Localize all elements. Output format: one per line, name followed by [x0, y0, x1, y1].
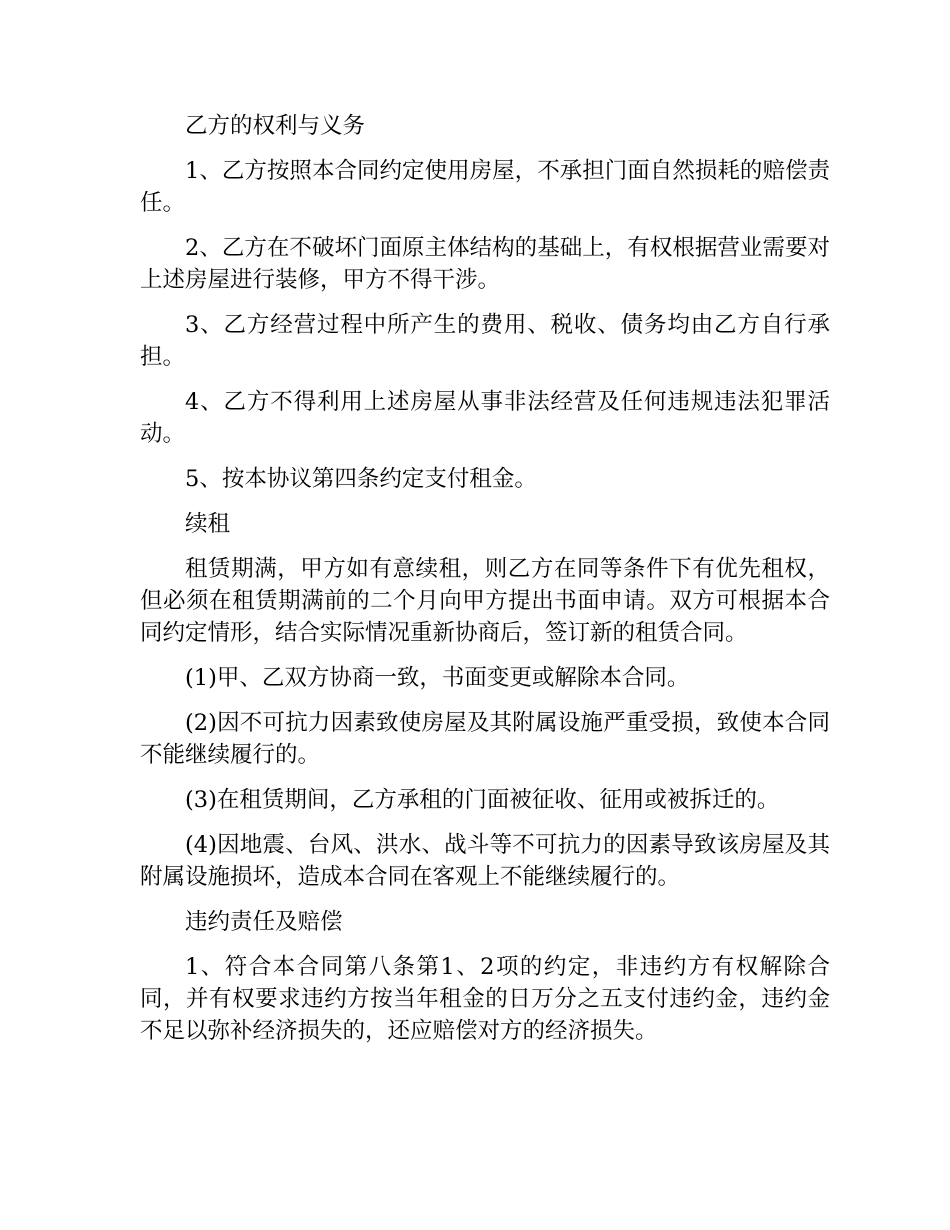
clause-paragraph: 2、乙方在不破坏门面原主体结构的基础上，有权根据营业需要对上述房屋进行装修，甲方不得干涉。 — [140, 235, 830, 293]
section-heading-renewal: 续租 — [185, 511, 231, 537]
list-item: (3)在租赁期间，乙方承租的门面被征收、征用或被拆迁的。 — [185, 787, 780, 813]
section-heading-liability: 违约责任及赔偿 — [185, 909, 343, 935]
clause-paragraph: 5、按本协议第四条约定支付租金。 — [185, 466, 537, 492]
list-item: (2)因不可抗力因素致使房屋及其附属设施严重受损，致使本合同不能继续履行的。 — [140, 710, 830, 768]
clause-paragraph: 3、乙方经营过程中所产生的费用、税收、债务均由乙方自行承担。 — [140, 312, 830, 370]
list-item: (1)甲、乙双方协商一致，书面变更或解除本合同。 — [185, 665, 690, 691]
clause-paragraph: 1、乙方按照本合同约定使用房屋，不承担门面自然损耗的赔偿责任。 — [140, 158, 830, 216]
list-item: (4)因地震、台风、洪水、战斗等不可抗力的因素导致该房屋及其附属设施损坏，造成本合同在客观上不能继续履行的。 — [140, 832, 830, 890]
section-heading-tenant-rights: 乙方的权利与义务 — [185, 113, 366, 139]
clause-paragraph: 4、乙方不得利用上述房屋从事非法经营及任何违规违法犯罪活动。 — [140, 389, 830, 447]
clause-paragraph: 1、符合本合同第八条第1、2项的约定，非违约方有权解除合同，并有权要求违约方按当年租金的日万分之五支付违约金，违约金不足以弥补经济损失的，还应赔偿对方的经济损失。 — [140, 954, 830, 1044]
body-paragraph: 租赁期满，甲方如有意续租，则乙方在同等条件下有优先租权，但必须在租赁期满前的二个月向甲方提出书面申请。双方可根据本合同约定情形，结合实际情况重新协商后，签订新的租赁合同。 — [140, 556, 830, 646]
document-page — [140, 110, 830, 1060]
